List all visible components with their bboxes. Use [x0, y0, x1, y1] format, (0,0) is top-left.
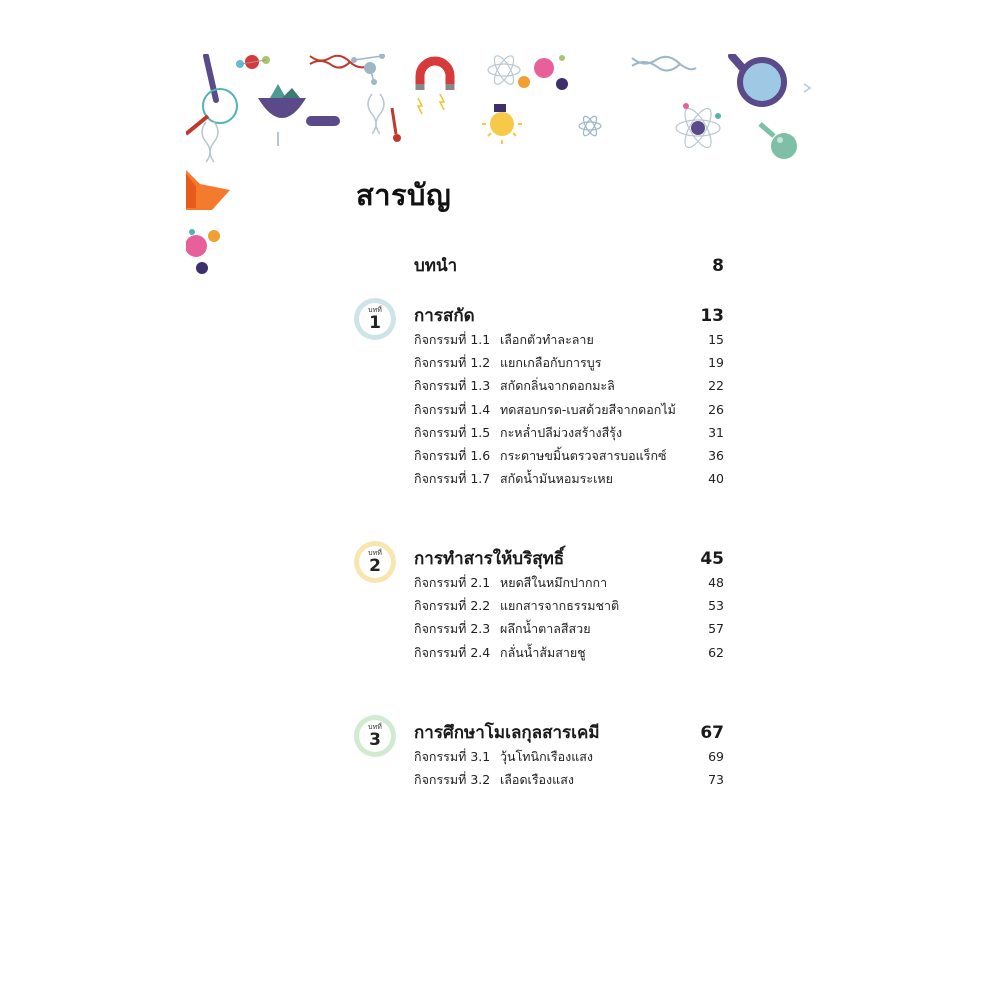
- activity-number: กิจกรรมที่ 3.1: [414, 749, 491, 764]
- atom-icon: [676, 103, 721, 151]
- activity-page: 53: [708, 598, 724, 614]
- pencil-icon: [203, 56, 237, 123]
- activity-title: หยดสีในหมึกปากกา: [500, 575, 608, 590]
- dna-icon: [368, 94, 384, 134]
- activity-title: วุ้นโทนิกเรืองแสง: [500, 749, 594, 764]
- chapter-2: [368, 545, 724, 666]
- chapter-heading[interactable]: [414, 302, 724, 330]
- activity-row[interactable]: [414, 619, 724, 642]
- atom-icon: [488, 54, 520, 87]
- chapter-badge: [354, 541, 396, 583]
- badge-number: 3: [369, 729, 381, 750]
- magnifier-icon: [732, 56, 810, 104]
- activity-number: กิจกรรมที่ 1.4: [414, 401, 491, 417]
- dna-icon: [202, 122, 218, 162]
- activity-number: กิจกรรมที่ 3.2: [414, 772, 491, 788]
- activity-row[interactable]: [414, 330, 724, 353]
- activity-title: เลือดเรืองแสง: [500, 772, 574, 788]
- molecule-icon: [518, 55, 568, 90]
- activity-row[interactable]: [414, 596, 724, 619]
- chapter-title: การศึกษาโมเลกุลสารเคมี: [414, 723, 600, 743]
- badge-word: บทที่: [368, 722, 382, 731]
- intro-page: 8: [712, 256, 724, 276]
- toc-title: สารบัญ: [356, 178, 452, 212]
- activity-title: กระดาษขมิ้นตรวจสารบอแร็กซ์: [500, 447, 667, 463]
- activity-number: กิจกรรมที่ 2.1: [414, 575, 491, 590]
- atom-icon: [579, 114, 601, 137]
- chapter-page: 67: [700, 723, 724, 743]
- activity-number: กิจกรรมที่ 2.4: [414, 644, 491, 660]
- intro-row[interactable]: [414, 252, 724, 279]
- chapter-1: [368, 302, 724, 492]
- chapter-3: [368, 719, 724, 793]
- activity-row[interactable]: [414, 353, 724, 376]
- badge-number: 2: [369, 555, 381, 576]
- chapter-badge: [354, 298, 396, 340]
- activity-page: 15: [708, 332, 724, 347]
- activity-page: 48: [708, 575, 724, 590]
- molecule-icon: [351, 54, 385, 85]
- activity-page: 22: [708, 378, 724, 394]
- intro-label: บทนำ: [414, 256, 458, 276]
- dna-icon: [310, 56, 370, 68]
- activity-row[interactable]: [414, 469, 724, 492]
- activity-page: 62: [708, 644, 724, 660]
- badge-number: 1: [369, 312, 381, 333]
- activity-number: กิจกรรมที่ 1.1: [414, 332, 491, 347]
- activity-number: กิจกรรมที่ 2.2: [414, 598, 491, 614]
- activity-list: [414, 747, 724, 793]
- activity-number: กิจกรรมที่ 1.6: [414, 447, 491, 463]
- activity-page: 73: [708, 772, 724, 788]
- activity-list: [414, 573, 724, 666]
- mortar-pestle-icon: [258, 84, 340, 146]
- flask-icon: [760, 124, 797, 159]
- activity-title: เลือกตัวทำละลาย: [500, 332, 594, 347]
- activity-page: 69: [708, 749, 724, 764]
- activity-title: กลั่นน้ำส้มสายชู: [500, 644, 586, 660]
- activity-page: 19: [708, 355, 724, 371]
- chapter-title: การสกัด: [414, 306, 475, 326]
- activity-title: ทดสอบกรด-เบสด้วยสีจากดอกไม้: [500, 401, 676, 417]
- activity-number: กิจกรรมที่ 1.3: [414, 378, 491, 394]
- activity-title: สกัดกลิ่นจากดอกมะลิ: [500, 378, 615, 394]
- book-page: [186, 54, 814, 946]
- activity-title: ผลึกน้ำตาลสีสวย: [500, 621, 591, 637]
- activity-page: 31: [708, 424, 724, 440]
- magnet-icon: [418, 61, 450, 114]
- activity-row[interactable]: [414, 573, 724, 596]
- activity-row[interactable]: [414, 400, 724, 423]
- badge-word: บทที่: [368, 548, 382, 557]
- molecule-icon: [236, 55, 270, 69]
- chapter-badge: [354, 715, 396, 757]
- activity-page: 40: [708, 471, 724, 487]
- activity-title: แยกสารจากธรรมชาติ: [500, 598, 620, 614]
- activity-page: 26: [708, 401, 724, 417]
- activity-row[interactable]: [414, 423, 724, 446]
- chapter-title: การทำสารให้บริสุทธิ์: [414, 549, 565, 569]
- lightbulb-icon: [482, 104, 522, 144]
- activity-list: [414, 330, 724, 492]
- activity-row[interactable]: [414, 446, 724, 469]
- activity-row[interactable]: [414, 643, 724, 666]
- thermometer-icon: [392, 108, 401, 142]
- chapter-page: 45: [700, 549, 724, 569]
- badge-word: บทที่: [368, 305, 382, 314]
- activity-row[interactable]: [414, 747, 724, 770]
- activity-title: แยกเกลือกับการบูร: [500, 355, 602, 371]
- activity-number: กิจกรรมที่ 1.7: [414, 471, 491, 487]
- activity-title: สกัดน้ำมันหอมระเหย: [500, 471, 613, 487]
- activity-number: กิจกรรมที่ 1.5: [414, 424, 491, 440]
- chapter-page: 13: [700, 306, 724, 326]
- dna-icon: [632, 57, 696, 71]
- butterfly-icon: [186, 170, 230, 210]
- activity-title: กะหล่ำปลีม่วงสร้างสีรุ้ง: [500, 424, 623, 440]
- activity-row[interactable]: [414, 770, 724, 793]
- chapter-heading[interactable]: [414, 719, 724, 747]
- chapter-heading[interactable]: [414, 545, 724, 573]
- activity-number: กิจกรรมที่ 1.2: [414, 355, 491, 371]
- activity-number: กิจกรรมที่ 2.3: [414, 621, 491, 637]
- activity-page: 36: [708, 447, 724, 463]
- activity-page: 57: [708, 621, 724, 637]
- molecule-icon: [186, 229, 220, 274]
- activity-row[interactable]: [414, 376, 724, 399]
